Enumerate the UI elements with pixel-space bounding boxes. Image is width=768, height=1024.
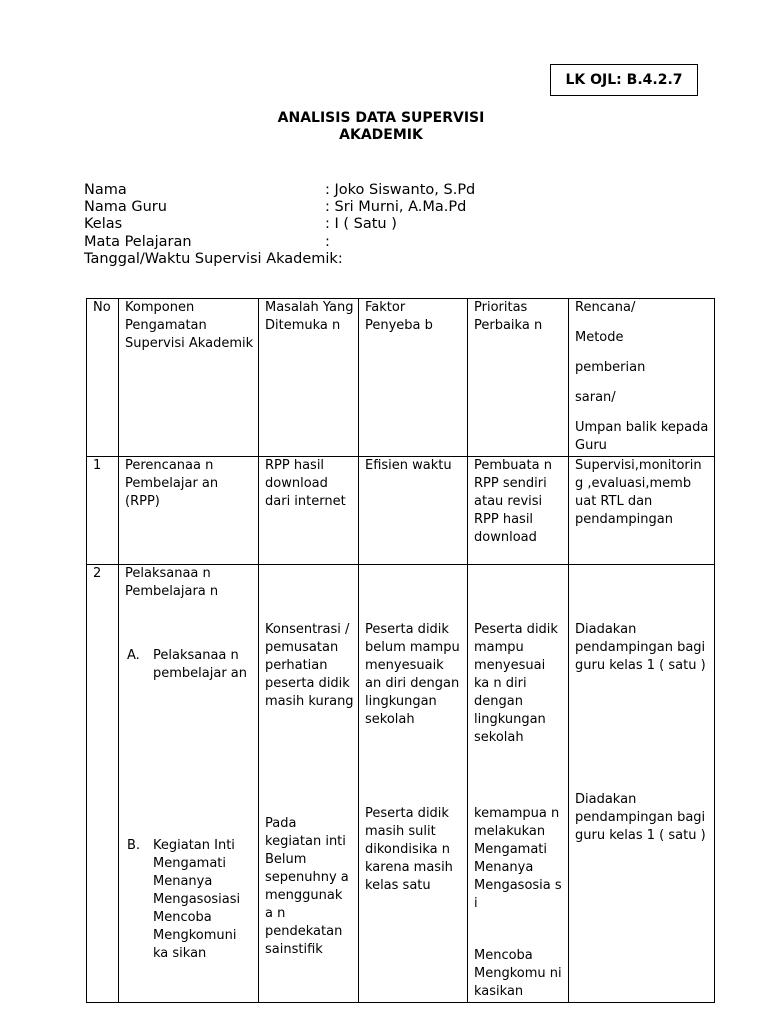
- row2-komponen: [119, 565, 259, 1003]
- header-komponen: Komponen Pengamatan Supervisi Akademik: [119, 299, 259, 457]
- row2-prioritas-b1: kemampua n melakukan Mengamati Menanya Mengasosia s i: [474, 806, 562, 911]
- info-value: : Sri Murni, A.Ma.Pd: [325, 199, 467, 216]
- header-no: No: [87, 299, 119, 457]
- row2-prioritas: [468, 565, 569, 1003]
- info-label: Nama Guru: [84, 199, 167, 216]
- table-header-row: [87, 299, 715, 457]
- row1-masalah: RPP hasil download dari internet: [259, 457, 359, 565]
- info-label: Mata Pelajaran: [84, 233, 192, 250]
- header-faktor: Faktor Penyeba b: [359, 299, 468, 457]
- row2-masalah-b: Pada kegiatan inti Belum sepenuhny a menggunak a n pendekatan sainstifik: [265, 816, 349, 957]
- row1-prioritas: Pembuata n RPP sendiri atau revisi RPP hasil download: [468, 457, 569, 565]
- row1-no: 1: [87, 457, 119, 565]
- row2-sub-a: [125, 647, 254, 683]
- row1-komponen: Perencanaa n Pembelajar an (RPP): [119, 457, 259, 565]
- info-label: Tanggal/Waktu Supervisi Akademik:: [84, 250, 343, 267]
- row2-faktor-a: Peserta didik belum mampu menyesuaik an diri dengan lingkungan sekolah: [365, 622, 460, 727]
- header-masalah: Masalah Yang Ditemuka n: [259, 299, 359, 457]
- info-value: : I ( Satu ): [325, 216, 397, 233]
- row2-komponen-title: Pelaksanaa n Pembelajara n: [125, 566, 219, 599]
- table-row: [87, 457, 715, 565]
- info-label: Kelas: [84, 216, 123, 233]
- row2-masalah-a: Konsentrasi / pemusatan perhatian peserta didik masih kurang: [265, 622, 354, 709]
- row2-rencana-a: Diadakan pendampingan bagi guru kelas 1 ( satu ): [575, 622, 706, 673]
- sub-a-text: Pelaksanaa n pembelajar an: [153, 648, 248, 681]
- row2-rencana: [569, 565, 715, 1003]
- title-line-2: AKADEMIK: [339, 127, 423, 143]
- info-value: : Joko Siswanto, S.Pd: [325, 182, 476, 198]
- table-row: [87, 565, 715, 1003]
- row2-prioritas-a: Peserta didik mampu menyesuai ka n diri dengan lingkungan sekolah: [474, 622, 558, 745]
- row2-faktor: [359, 565, 468, 1003]
- row2-sub-b: [125, 837, 254, 963]
- row2-prioritas-b2: Mencoba Mengkomu ni kasikan: [474, 948, 562, 999]
- row2-masalah: [259, 565, 359, 1003]
- row2-faktor-b: Peserta didik masih sulit dikondisika n karena masih kelas satu: [365, 806, 453, 893]
- row2-no: 2: [87, 565, 119, 1003]
- sub-b-text: Kegiatan Inti Mengamati Menanya Mengasosiasi Mencoba Mengkomuni ka sikan: [153, 838, 241, 961]
- sub-b-letter: B.: [127, 838, 141, 853]
- info-value: :: [325, 233, 330, 250]
- info-label: Nama: [84, 182, 127, 198]
- header-prioritas: Prioritas Perbaika n: [468, 299, 569, 457]
- row2-rencana-b: Diadakan pendampingan bagi guru kelas 1 ( satu ): [575, 792, 706, 843]
- title-line-1: ANALISIS DATA SUPERVISI: [277, 110, 485, 126]
- sub-a-letter: A.: [127, 648, 140, 663]
- document-code: LK OJL: B.4.2.7: [550, 64, 698, 96]
- row1-rencana: Supervisi,monitorin g ,evaluasi,memb uat RTL dan pendampingan: [569, 457, 715, 565]
- supervision-analysis-table: [86, 298, 715, 1003]
- document-title: [200, 110, 562, 144]
- row1-faktor: Efisien waktu: [359, 457, 468, 565]
- header-rencana: Rencana/ Metode pemberian saran/ Umpan balik kepada Guru: [569, 299, 715, 457]
